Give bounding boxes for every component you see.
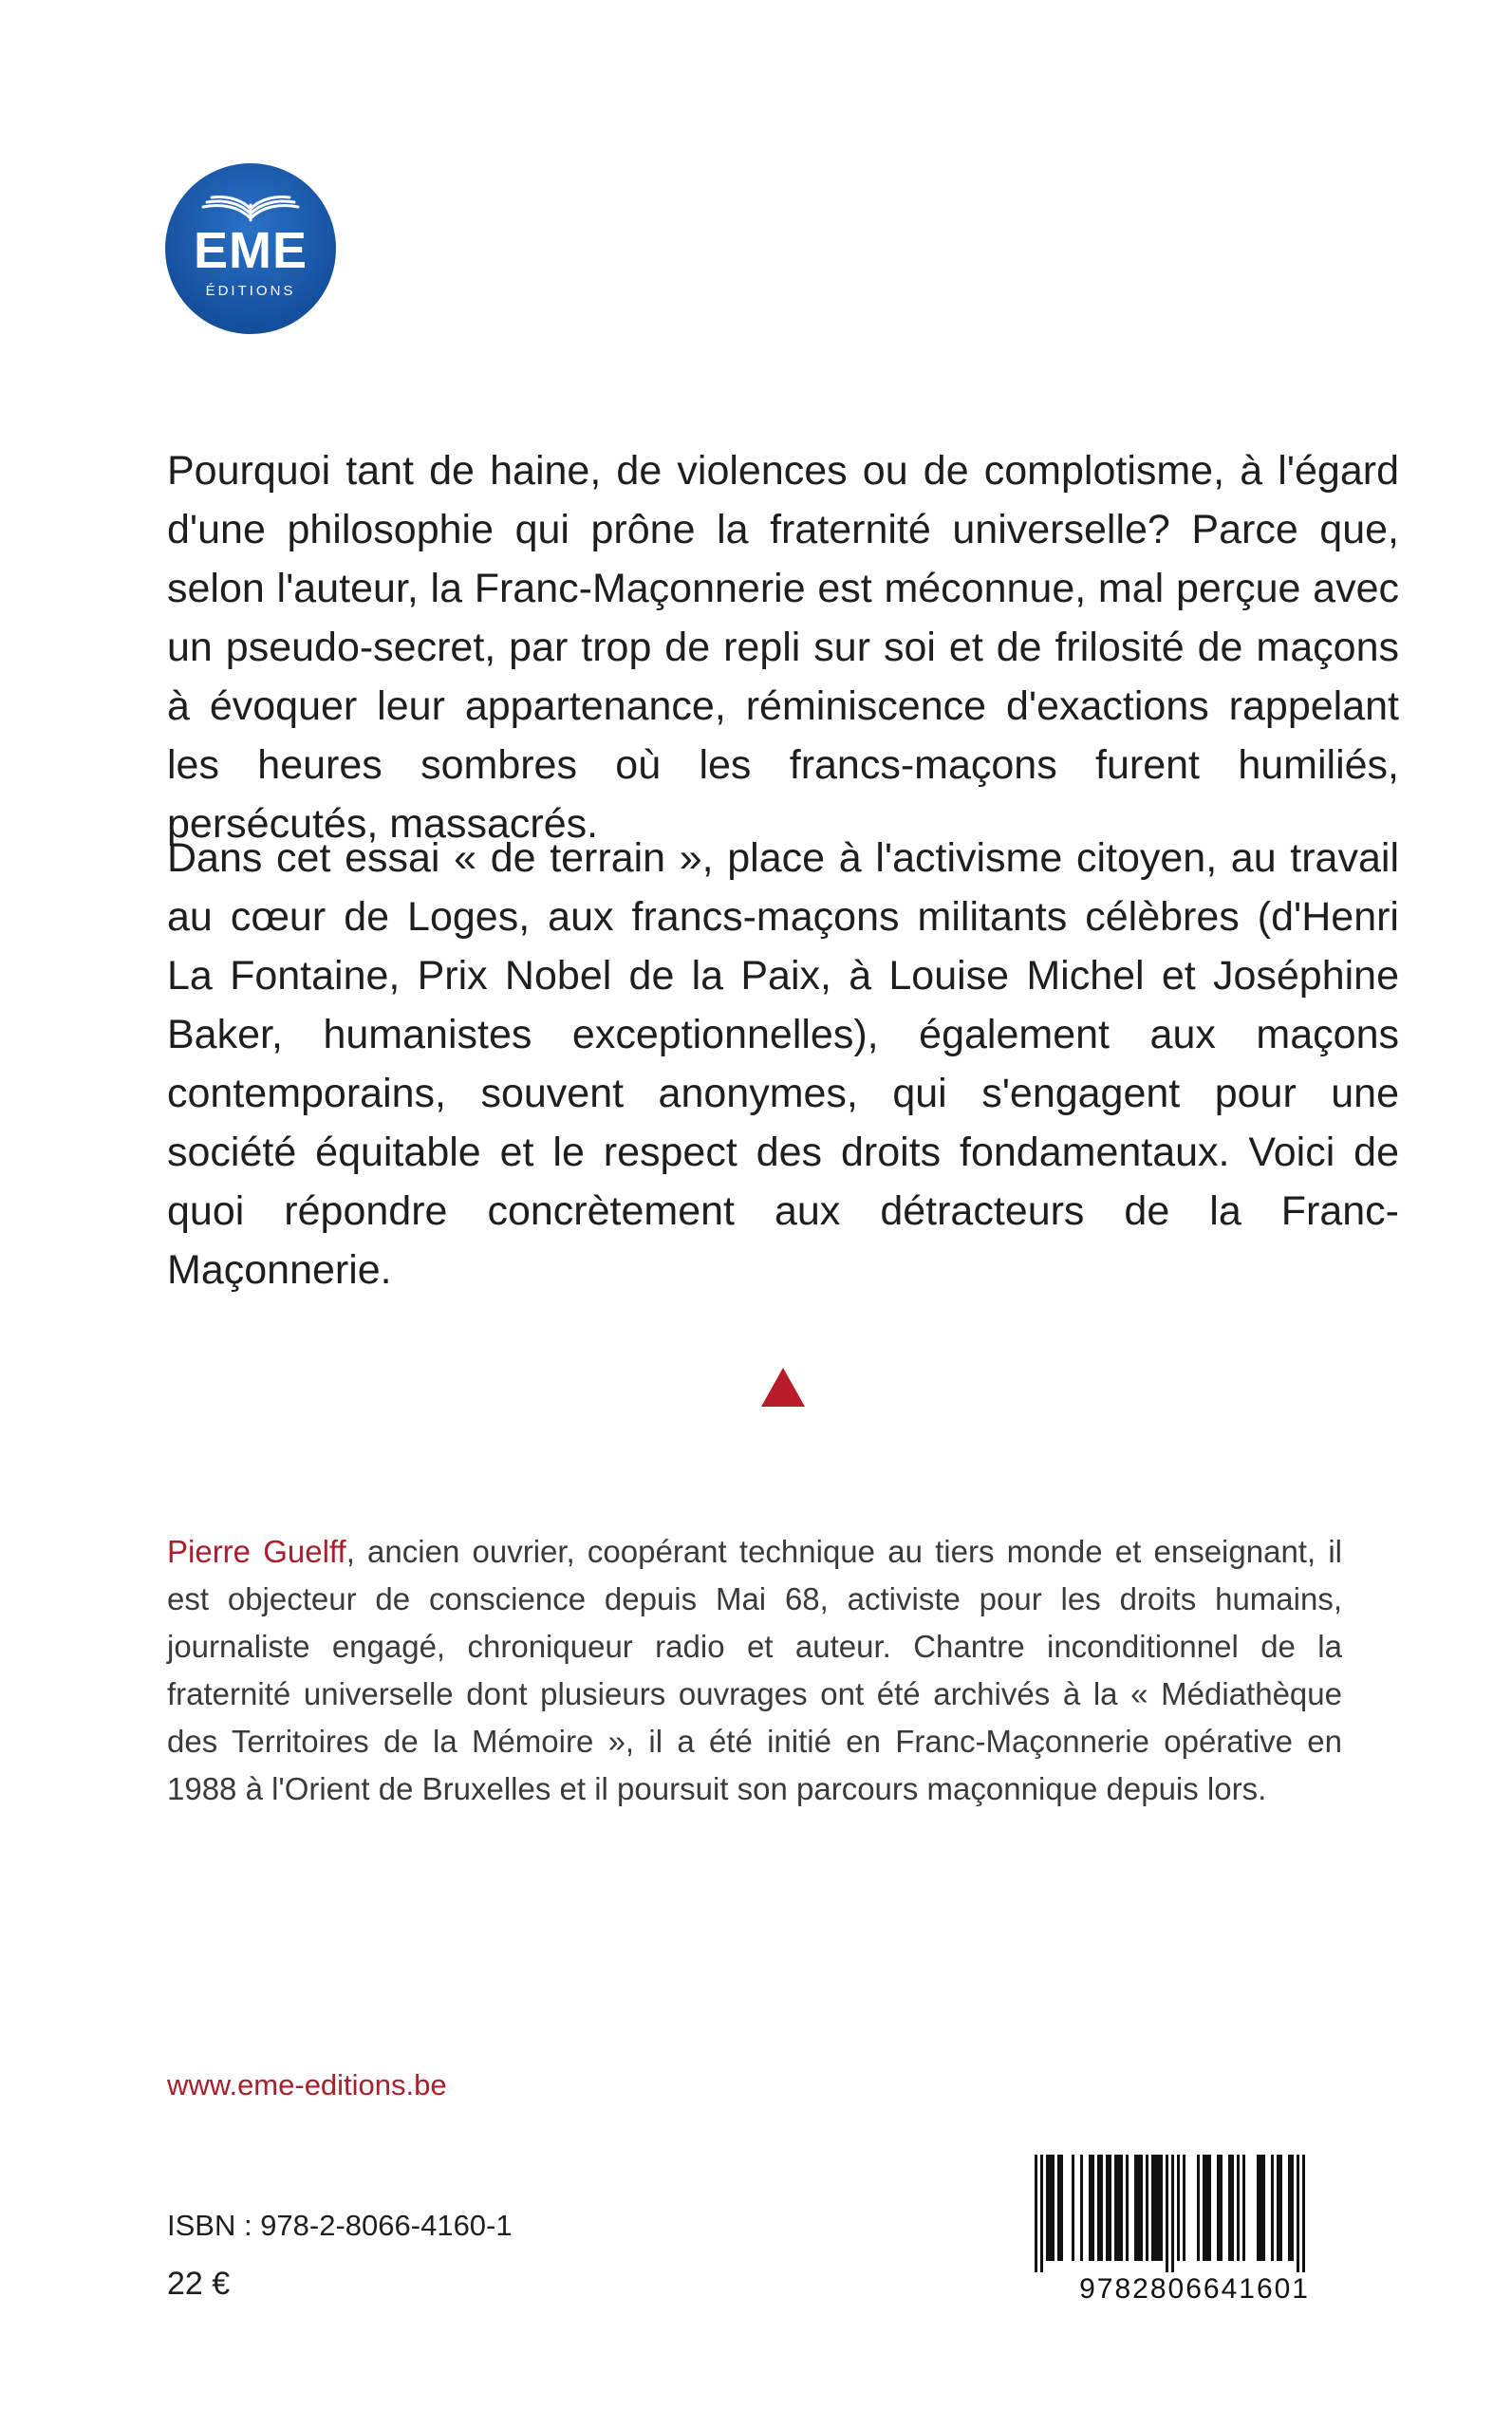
barcode-digits: 9782806641601 bbox=[1079, 2273, 1310, 2305]
barcode-bar bbox=[1060, 2155, 1063, 2261]
barcode-bar bbox=[1242, 2155, 1245, 2261]
publisher-logo bbox=[165, 163, 336, 334]
blurb-paragraph: Dans cet essai « de terrain », place à l'activisme citoyen, au travail au cœur de Loges, aux francs-maçons militants célèbres (d'Henri La Fontaine, Prix Nobel de la Paix, à Louise Michel et Joséphine Baker, humanistes exceptionnelles), également aux maçons contemporains, souvent anonymes, qui s'engagent pour une société équitable et le respect des droits fondamentaux. Voici de quoi répondre concrètement aux détracteurs de la Franc-Maçonnerie. bbox=[167, 835, 1399, 1293]
barcode-bar bbox=[1208, 2155, 1211, 2261]
barcode-bar bbox=[1302, 2155, 1305, 2272]
logo-subtitle: ÉDITIONS bbox=[205, 283, 296, 299]
barcode-bar bbox=[1097, 2155, 1100, 2261]
barcode-bar bbox=[1117, 2155, 1120, 2261]
barcode-bar bbox=[1151, 2155, 1154, 2261]
barcode-bar bbox=[1100, 2155, 1103, 2261]
barcode-bar bbox=[1140, 2155, 1143, 2261]
barcode-bar bbox=[1277, 2155, 1279, 2261]
barcode-bar bbox=[1197, 2155, 1200, 2261]
publisher-website[interactable]: www.eme-editions.be bbox=[167, 2068, 447, 2101]
barcode-bar bbox=[1035, 2155, 1037, 2272]
barcode-bar bbox=[1109, 2155, 1111, 2261]
barcode-bar bbox=[1171, 2155, 1174, 2272]
barcode-bar bbox=[1297, 2155, 1299, 2272]
barcode-bar bbox=[1089, 2155, 1092, 2261]
barcode-bar bbox=[1257, 2155, 1260, 2261]
barcode-bar bbox=[1262, 2155, 1265, 2261]
barcode-bar bbox=[1217, 2155, 1220, 2261]
barcode-bar bbox=[1279, 2155, 1282, 2261]
barcode-bar bbox=[1237, 2155, 1240, 2261]
barcode-bar bbox=[1137, 2155, 1140, 2261]
barcode-bars bbox=[1016, 2155, 1310, 2272]
author-bio-text: , ancien ouvrier, coopérant technique au tiers monde et enseignant, il est objecteur de conscience depuis Mai 68, activiste pour les droits humains, journaliste engagé, chroniqueur radio et auteur. Chantre inconditionnel de la fraternité universelle dont plusieurs ouvrages ont été archivés à la « Médiathèque des Territoires de la Mémoire », il a été initié en Franc-Maçonnerie opérative en 1988 à l'Orient de Bruxelles et il poursuit son parcours maçonnique depuis lors. bbox=[167, 1534, 1342, 1806]
barcode-bar bbox=[1228, 2155, 1231, 2261]
barcode-bar bbox=[1271, 2155, 1274, 2261]
barcode-bar bbox=[1114, 2155, 1117, 2261]
barcode-bar bbox=[1126, 2155, 1129, 2261]
barcode-bar bbox=[1157, 2155, 1160, 2261]
barcode-bar bbox=[1220, 2155, 1223, 2261]
barcode-bar bbox=[1120, 2155, 1123, 2261]
barcode-bar bbox=[1057, 2155, 1060, 2261]
isbn-number: ISBN : 978-2-8066-4160-1 bbox=[167, 2209, 513, 2242]
barcode-bar bbox=[1080, 2155, 1083, 2261]
barcode-bar bbox=[1205, 2155, 1208, 2261]
barcode-bar bbox=[1166, 2155, 1168, 2272]
barcode bbox=[1016, 2155, 1310, 2308]
barcode-bar bbox=[1183, 2155, 1185, 2261]
barcode-bar bbox=[1106, 2155, 1109, 2261]
author-name: Pierre Guelff bbox=[167, 1534, 346, 1569]
barcode-bar bbox=[1177, 2155, 1180, 2261]
logo-wordmark: EME bbox=[193, 222, 308, 279]
barcode-bar bbox=[1134, 2155, 1137, 2261]
barcode-bar bbox=[1154, 2155, 1157, 2261]
triangle-icon bbox=[761, 1368, 805, 1407]
barcode-bar bbox=[1072, 2155, 1074, 2261]
barcode-bar bbox=[1092, 2155, 1094, 2261]
barcode-bar bbox=[1052, 2155, 1055, 2261]
barcode-bar bbox=[1291, 2155, 1294, 2261]
barcode-bar bbox=[1231, 2155, 1234, 2261]
barcode-bar bbox=[1203, 2155, 1205, 2261]
barcode-bar bbox=[1049, 2155, 1052, 2261]
barcode-bar bbox=[1040, 2155, 1043, 2272]
barcode-bar bbox=[1288, 2155, 1291, 2261]
author-bio bbox=[167, 1528, 1342, 1813]
barcode-bar bbox=[1046, 2155, 1049, 2261]
blurb-paragraph: Pourquoi tant de haine, de violences ou de complotisme, à l'égard d'une philosophie qui prône la fraternité universelle? Parce que, selon l'auteur, la Franc-Maçonnerie est méconnue, mal perçue avec un pseudo-secret, par trop de repli sur soi et de frilosité de maçons à évoquer leur appartenance, réminiscence d'exactions rappelant les heures sombres où les francs-maçons furent humiliés, persécutés, massacrés. bbox=[167, 448, 1399, 847]
barcode-bar bbox=[1160, 2155, 1163, 2261]
barcode-bar bbox=[1260, 2155, 1262, 2261]
barcode-bar bbox=[1146, 2155, 1148, 2261]
price: 22 € bbox=[167, 2266, 231, 2302]
